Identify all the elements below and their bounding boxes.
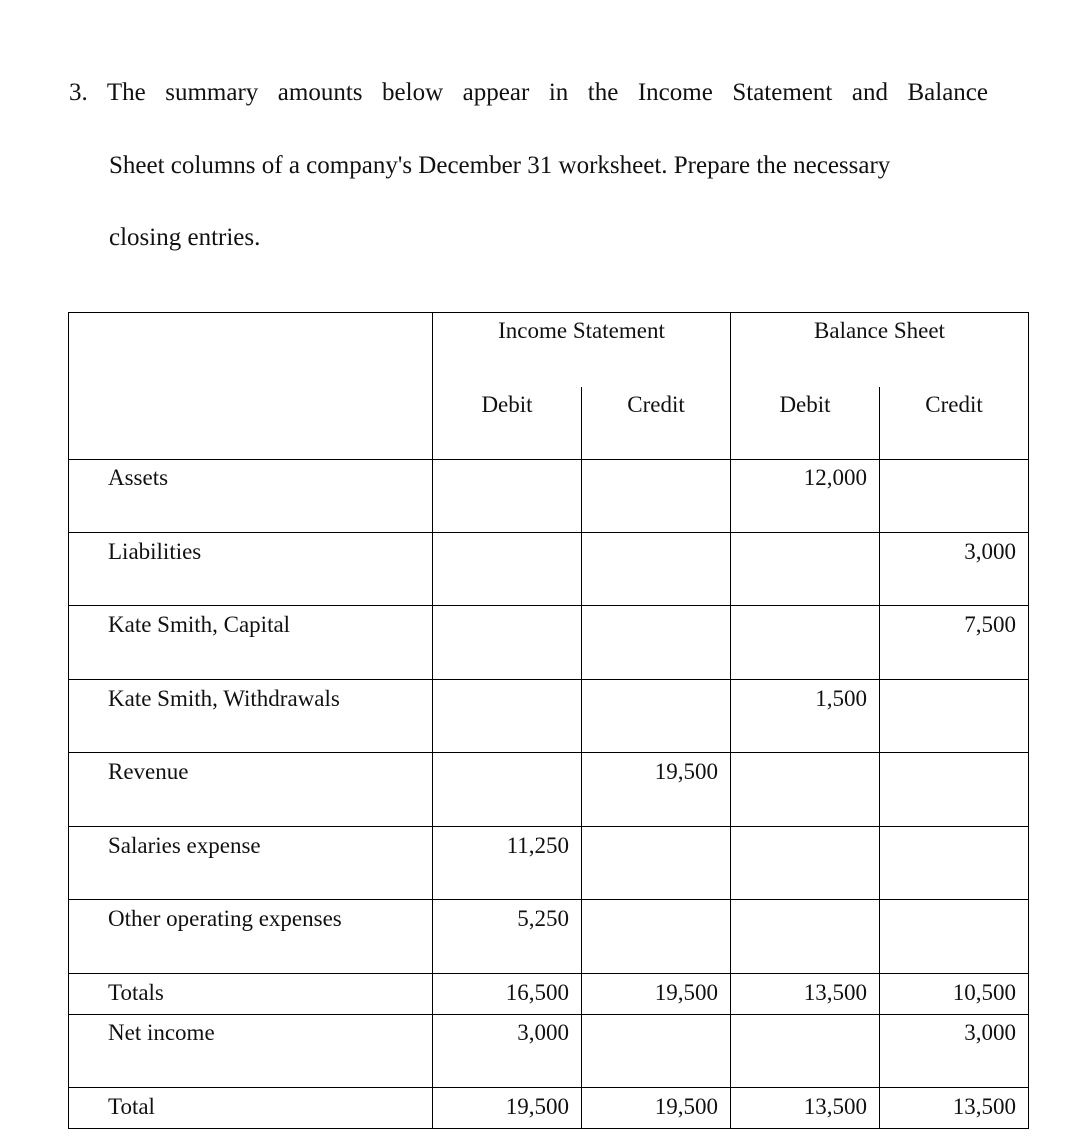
cell-is-debit: 11,250 [506, 833, 569, 858]
cell-is-debit: 5,250 [517, 906, 569, 931]
column-divider [730, 312, 731, 1129]
cell-bs-credit: 10,500 [952, 980, 1016, 1005]
cell-is-credit: 19,500 [654, 980, 718, 1005]
header-income-statement: Income Statement [498, 318, 665, 343]
row-label: Revenue [108, 759, 189, 784]
table-border-left [68, 312, 69, 1129]
cell-is-debit: 3,000 [517, 1020, 569, 1045]
row-label: Net income [108, 1020, 215, 1045]
row-label: Totals [108, 980, 164, 1005]
table-border-right [1028, 312, 1029, 1129]
cell-bs-debit: 12,000 [803, 465, 867, 490]
table-border-bottom [68, 1128, 1029, 1129]
cell-bs-debit: 1,500 [815, 686, 867, 711]
cell-bs-debit: 13,500 [803, 1094, 867, 1119]
question-line-1: 3. The summary amounts below appear in the Income Statement and Balance [69, 79, 988, 106]
cell-bs-credit: 13,500 [952, 1094, 1016, 1119]
cell-bs-credit: 3,000 [964, 1020, 1016, 1045]
row-divider [68, 752, 1029, 753]
row-divider [68, 1087, 1029, 1088]
column-divider [879, 387, 880, 1129]
row-label: Salaries expense [108, 833, 261, 858]
cell-bs-credit: 7,500 [964, 612, 1016, 637]
question-line-2: Sheet columns of a company's December 31 worksheet. Prepare the necessary [109, 152, 891, 179]
column-divider [432, 312, 433, 1129]
row-divider [68, 459, 1029, 460]
cell-bs-credit: 3,000 [964, 539, 1016, 564]
row-divider [68, 679, 1029, 680]
row-label: Total [108, 1094, 155, 1119]
row-label: Other operating expenses [108, 906, 342, 931]
row-divider [68, 605, 1029, 606]
row-divider [68, 532, 1029, 533]
row-label: Kate Smith, Capital [108, 612, 291, 637]
table-border-top [68, 312, 1029, 313]
row-divider [68, 899, 1029, 900]
row-label: Liabilities [108, 539, 202, 564]
header-is-credit: Credit [627, 392, 685, 417]
row-label: Kate Smith, Withdrawals [108, 686, 340, 711]
header-bs-credit: Credit [925, 392, 983, 417]
cell-is-credit: 19,500 [654, 1094, 718, 1119]
cell-is-credit: 19,500 [654, 759, 718, 784]
row-divider [68, 1014, 1029, 1015]
row-label: Assets [108, 465, 169, 490]
cell-is-debit: 19,500 [505, 1094, 569, 1119]
header-bs-debit: Debit [779, 392, 831, 417]
row-divider [68, 826, 1029, 827]
column-divider [581, 387, 582, 1129]
row-divider [68, 973, 1029, 974]
question-line-3: closing entries. [109, 224, 261, 251]
header-balance-sheet: Balance Sheet [814, 318, 945, 343]
cell-bs-debit: 13,500 [803, 980, 867, 1005]
cell-is-debit: 16,500 [505, 980, 569, 1005]
header-is-debit: Debit [481, 392, 533, 417]
